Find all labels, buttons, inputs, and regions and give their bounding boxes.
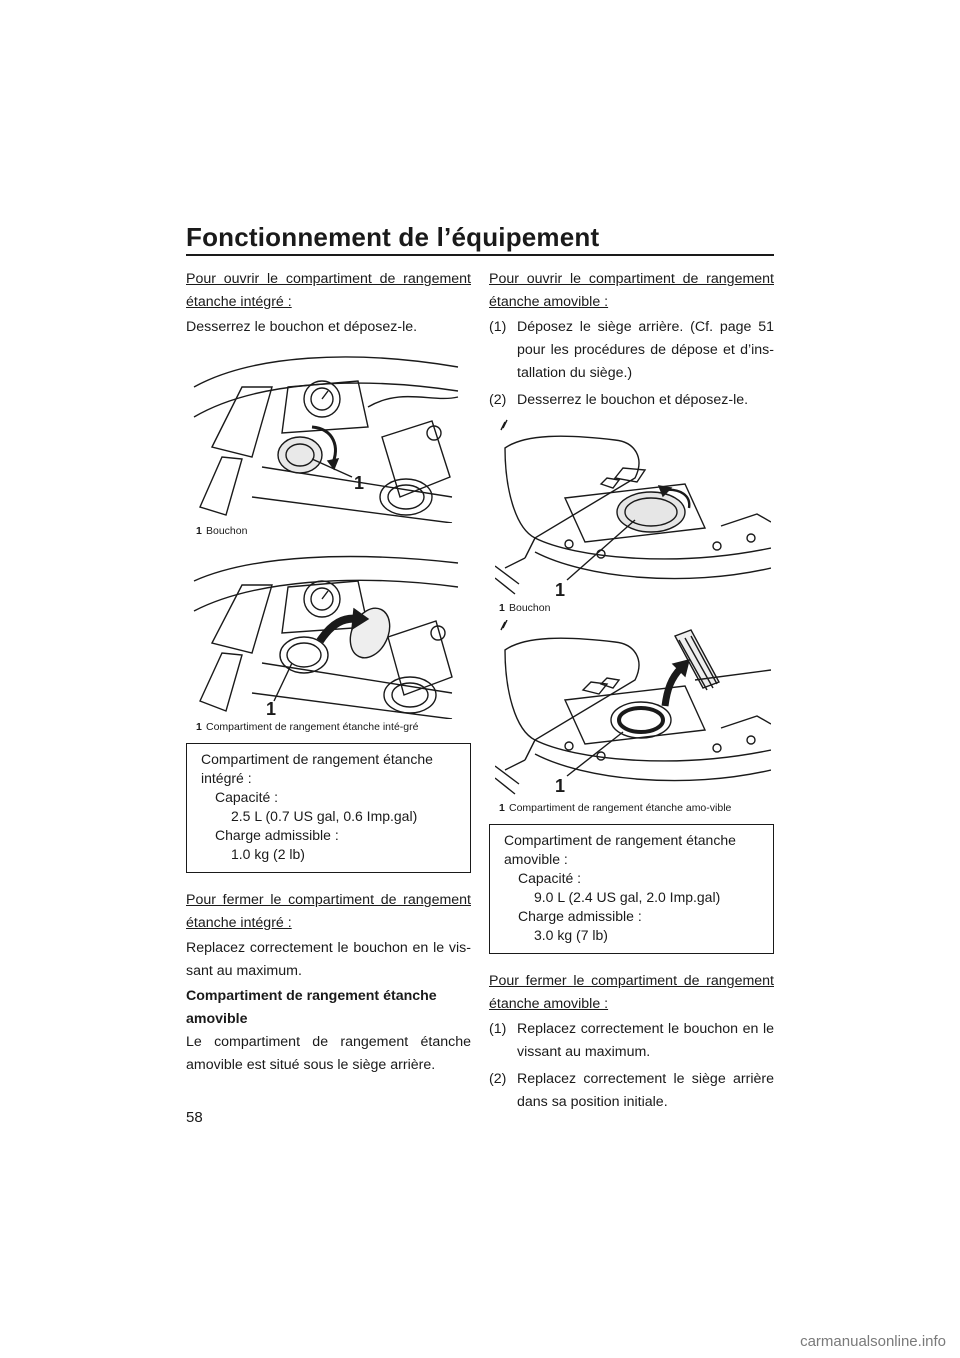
heading-close-integrated: Pour fermer le compartiment de rangement étanche intégré : (186, 892, 471, 931)
illustration-compartment-integrated (192, 551, 460, 719)
spec-load-value: 3.0 kg (7 lb) (534, 927, 608, 943)
illustration-cap-integrated (192, 347, 460, 523)
paragraph-close-integrated: Replacez correctement le bouchon en le vis-sant au maximum. (186, 940, 471, 979)
caption-number: 1 (196, 721, 202, 733)
caption-compartment-removable (499, 802, 763, 814)
spec-capacity-value: 2.5 L (0.7 US gal, 0.6 Imp.gal) (231, 808, 418, 824)
caption-number: 1 (499, 802, 505, 814)
heading-close-removable: Pour fermer le compartiment de rangement étanche amovible : (489, 973, 774, 1012)
right-column (489, 268, 774, 1114)
caption-number: 1 (196, 525, 202, 537)
step-text: Replacez correctement le bouchon en le vissant au maximum. (517, 1021, 774, 1060)
spec-capacity-value: 9.0 L (2.4 US gal, 2.0 Imp.gal) (534, 889, 721, 905)
spec-title: Compartiment de rangement étanche (201, 751, 433, 767)
step-open-1 (489, 316, 774, 385)
step-open-2 (489, 389, 774, 412)
caption-text: Bouchon (509, 602, 551, 614)
figure-cap-removable (495, 418, 763, 614)
heading-open-integrated: Pour ouvrir le compartiment de rangement étanche intégré : (186, 271, 471, 310)
caption-cap-integrated (196, 525, 460, 537)
caption-text: Bouchon (206, 525, 248, 537)
caption-text: Compartiment de rangement étanche inté-gré (206, 721, 419, 733)
spec-title-2: intégré : (201, 770, 252, 786)
illustration-cap-removable (495, 418, 771, 600)
figure-compartment-removable (495, 620, 763, 814)
header-rule (186, 254, 774, 256)
spec-load-value: 1.0 kg (2 lb) (231, 846, 305, 862)
step-number: (1) (489, 1021, 507, 1037)
left-column (186, 268, 471, 1077)
spec-capacity-label: Capacité : (215, 789, 279, 805)
spec-title: Compartiment de rangement étanche (504, 832, 736, 848)
caption-text: Compartiment de rangement étanche amo-vible (509, 802, 732, 814)
figure-cap-integrated (192, 347, 460, 537)
step-text: Déposez le siège arrière. (Cf. page 51 pour les procédures de dépose et d’ins-tallation du siège.) (517, 319, 774, 381)
step-number: (2) (489, 1071, 507, 1087)
step-close-1 (489, 1018, 774, 1064)
caption-cap-removable (499, 602, 763, 614)
step-number: (1) (489, 319, 507, 335)
watermark: carmanualsonline.info (800, 1333, 946, 1350)
page-title: Fonctionnement de l’équipement (186, 222, 600, 252)
callout-cap-removable-1: 1 (555, 580, 566, 600)
spec-capacity-label: Capacité : (518, 870, 582, 886)
callout-cap-1: 1 (354, 473, 365, 493)
paragraph-location-removable: Le compartiment de rangement étanche amovible est situé sous le siège arrière. (186, 1034, 471, 1073)
step-close-2 (489, 1068, 774, 1114)
paragraph-open-integrated: Desserrez le bouchon et déposez-le. (186, 319, 418, 335)
step-text: Replacez correctement le siège arrière dans sa position initiale. (517, 1071, 774, 1110)
caption-number: 1 (499, 602, 505, 614)
illustration-compartment-removable (495, 620, 771, 800)
spec-title-2: amovible : (504, 851, 568, 867)
spec-box-integrated (186, 743, 471, 873)
heading-open-removable: Pour ouvrir le compartiment de rangement étanche amovible : (489, 271, 774, 310)
callout-compartment-1: 1 (266, 699, 277, 719)
figure-compartment-integrated (192, 551, 460, 733)
step-text: Desserrez le bouchon et déposez-le. (517, 392, 749, 408)
spec-box-removable (489, 824, 774, 954)
step-number: (2) (489, 392, 507, 408)
spec-load-label: Charge admissible : (215, 827, 339, 843)
page-number: 58 (186, 1109, 203, 1126)
callout-compartment-removable-1: 1 (555, 776, 566, 796)
subheading-removable: Compartiment de rangement étanche amovible (186, 988, 437, 1027)
spec-load-label: Charge admissible : (518, 908, 642, 924)
caption-compartment-integrated (196, 721, 460, 733)
